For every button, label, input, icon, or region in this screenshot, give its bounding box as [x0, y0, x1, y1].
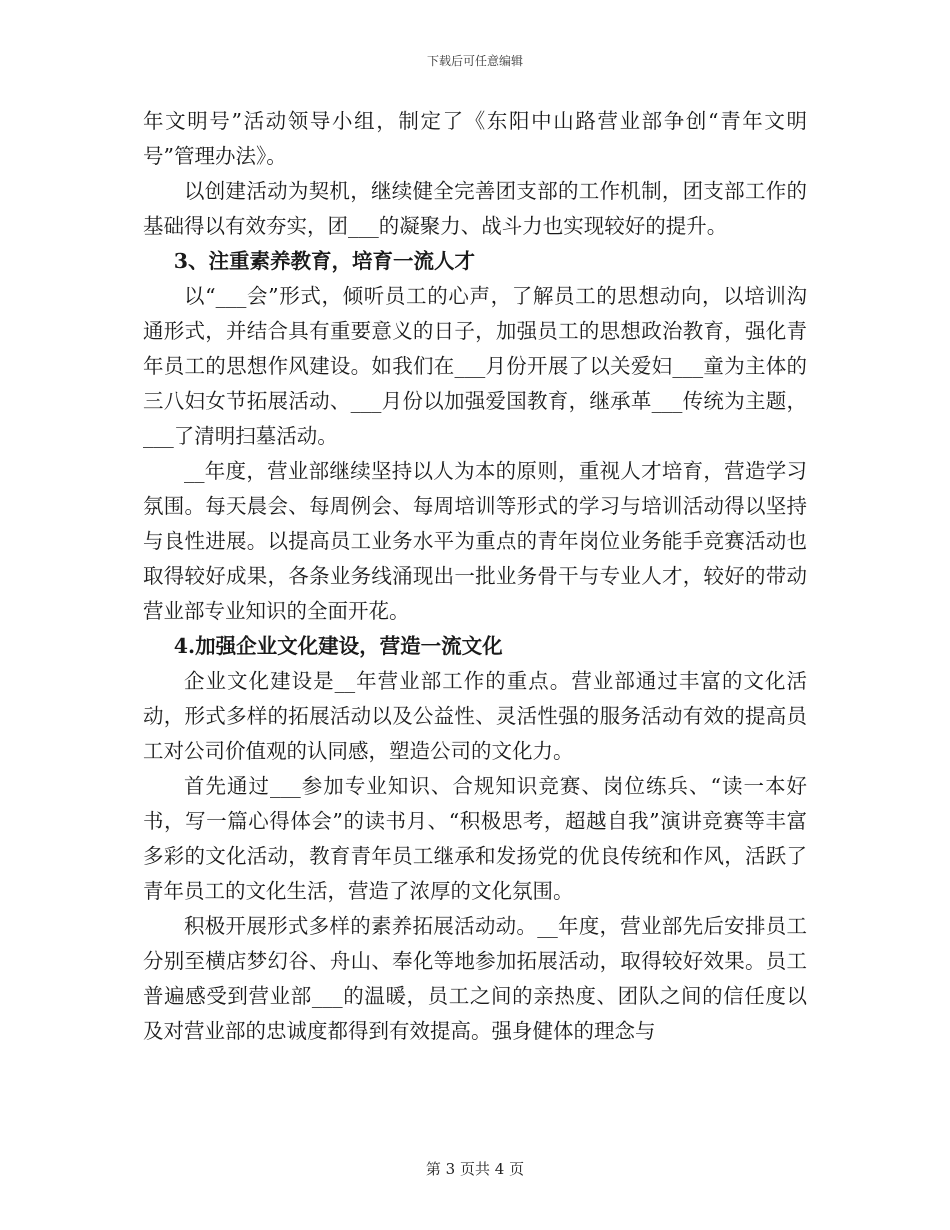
paragraph: 以创建活动为契机，继续健全完善团支部的工作机制，团支部工作的基础得以有效夯实，团___的凝聚力、战斗力也实现较好的提升。 — [143, 179, 807, 238]
document-body — [143, 104, 807, 1049]
paragraph: 积极开展形式多样的素养拓展活动动。__年度，营业部先后安排员工分别至横店梦幻谷、舟山、奉化等地参加拓展活动，取得较好效果。员工普遍感受到营业部___的温暖，员工之间的亲热度、团队之间的信任度以及对营业部的忠诚度都得到有效提高。强身健体的理念与 — [143, 914, 807, 1043]
paragraph: __年度，营业部继续坚持以人为本的原则，重视人才培育，营造学习氛围。每天晨会、每周例会、每周培训等形式的学习与培训活动得以坚持与良性进展。以提高员工业务水平为重点的青年岗位业务能手竞赛活动也取得较好成果，各条业务线涌现出一批业务骨干与专业人才，较好的带动营业部专业知识的全面开花。 — [143, 459, 807, 623]
paragraph: 年文明号”活动领导小组，制定了《东阳中山路营业部争创“青年文明号”管理办法》。 — [143, 109, 807, 168]
paragraph: 以“___会”形式，倾听员工的心声，了解员工的思想动向，以培训沟通形式，并结合具有重要意义的日子，加强员工的思想政治教育，强化青年员工的思想作风建设。如我们在___月份开展了以关爱妇___童为主体的三八妇女节拓展活动、___月份以加强爱国教育，继承革___传统为主题，___了清明扫墓活动。 — [143, 284, 807, 448]
section-heading: 4.加强企业文化建设，营造一流文化 — [173, 634, 503, 658]
section-heading: 3、注重素养教育，培育一流人才 — [173, 249, 476, 273]
page-header-note: 下载后可任意编辑 — [426, 54, 523, 68]
paragraph: 首先通过___参加专业知识、合规知识竞赛、岗位练兵、“读一本好书，写一篇心得体会”的读书月、“积极思考，超越自我”演讲竞赛等丰富多彩的文化活动，教育青年员工继承和发扬党的优良传统和作风，活跃了青年员工的文化生活，营造了浓厚的文化氛围。 — [143, 774, 807, 903]
paragraph: 企业文化建设是__年营业部工作的重点。营业部通过丰富的文化活动，形式多样的拓展活动以及公益性、灵活性强的服务活动有效的提高员工对公司价值观的认同感，塑造公司的文化力。 — [143, 669, 807, 763]
page-number-footer: 第 3 页共 4 页 — [425, 1160, 525, 1178]
